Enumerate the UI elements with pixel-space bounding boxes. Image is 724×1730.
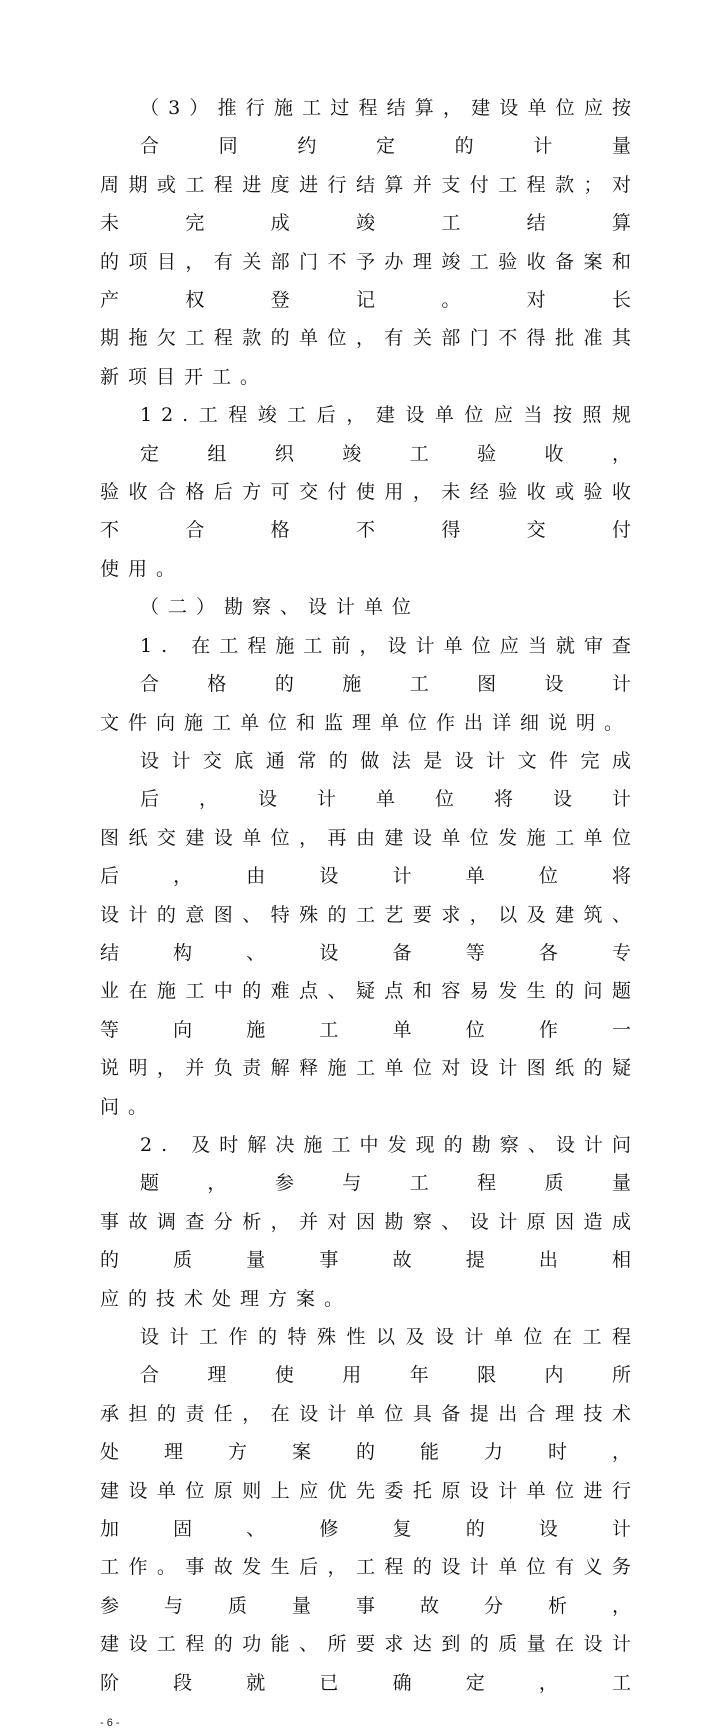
- text-line: 应的技术处理方案。: [100, 1287, 353, 1310]
- text-line: 文件向施工单位和监理单位作出详细说明。: [100, 711, 633, 734]
- text-line: 承担的责任，在设计单位具备提出合理技术处理方案的能力时，: [100, 1402, 640, 1464]
- text-line: 期拖欠工程款的单位，有关部门不得批准其新项目开工。: [100, 327, 640, 388]
- paragraph: [100, 1126, 640, 1318]
- text-line: 设计工作的特殊性以及设计单位在工程合理使用年限内所: [140, 1326, 640, 1387]
- text-line: 建设工程的功能、所要求达到的质量在设计阶段就已确定，工: [100, 1633, 640, 1694]
- text-line: 验收合格后方可交付使用，未经验收或验收不合格不得交付: [100, 481, 640, 542]
- paragraph: [100, 742, 640, 1126]
- text-line: 的项目，有关部门不予办理竣工验收备案和产权登记。对长: [100, 250, 640, 312]
- text-line: 12.工程竣工后，建设单位应当按照规定组织竣工验收，: [140, 404, 640, 465]
- section-heading: [100, 588, 640, 626]
- page-number: - 6 -: [100, 1717, 120, 1730]
- text-line: 2. 及时解决施工中发现的勘察、设计问题，参与工程质量: [140, 1133, 640, 1195]
- paragraph: [100, 396, 640, 588]
- text-line: 事故调查分析，并对因勘察、设计原因造成的质量事故提出相: [100, 1210, 640, 1272]
- paragraph: [100, 89, 640, 396]
- text-line: 业在施工中的难点、疑点和容易发生的问题等向施工单位作一: [100, 980, 640, 1041]
- text-line: 设计的意图、特殊的工艺要求，以及建筑、结构、设备等各专: [100, 903, 640, 964]
- text-line: 使用。: [100, 557, 185, 580]
- text-line: 说明，并负责解释施工单位对设计图纸的疑问。: [100, 1057, 640, 1118]
- text-line: 周期或工程进度进行结算并支付工程款；对未完成竣工结算: [100, 173, 640, 235]
- text-line: 1. 在工程施工前，设计单位应当就审查合格的施工图设计: [140, 634, 640, 696]
- text-line: （二）勘察、设计单位: [140, 596, 421, 619]
- text-line: 设计交底通常的做法是设计文件完成后，设计单位将设计: [140, 749, 640, 811]
- paragraph: [100, 1318, 640, 1702]
- text-line: 图纸交建设单位，再由建设单位发施工单位后，由设计单位将: [100, 826, 640, 888]
- text-line: 工作。事故发生后，工程的设计单位有义务参与质量事故分析，: [100, 1556, 640, 1617]
- text-line: 建设单位原则上应优先委托原设计单位进行加固、修复的设计: [100, 1479, 640, 1541]
- text-line: （3）推行施工过程结算，建设单位应按合同约定的计量: [140, 97, 640, 158]
- paragraph: [100, 627, 640, 742]
